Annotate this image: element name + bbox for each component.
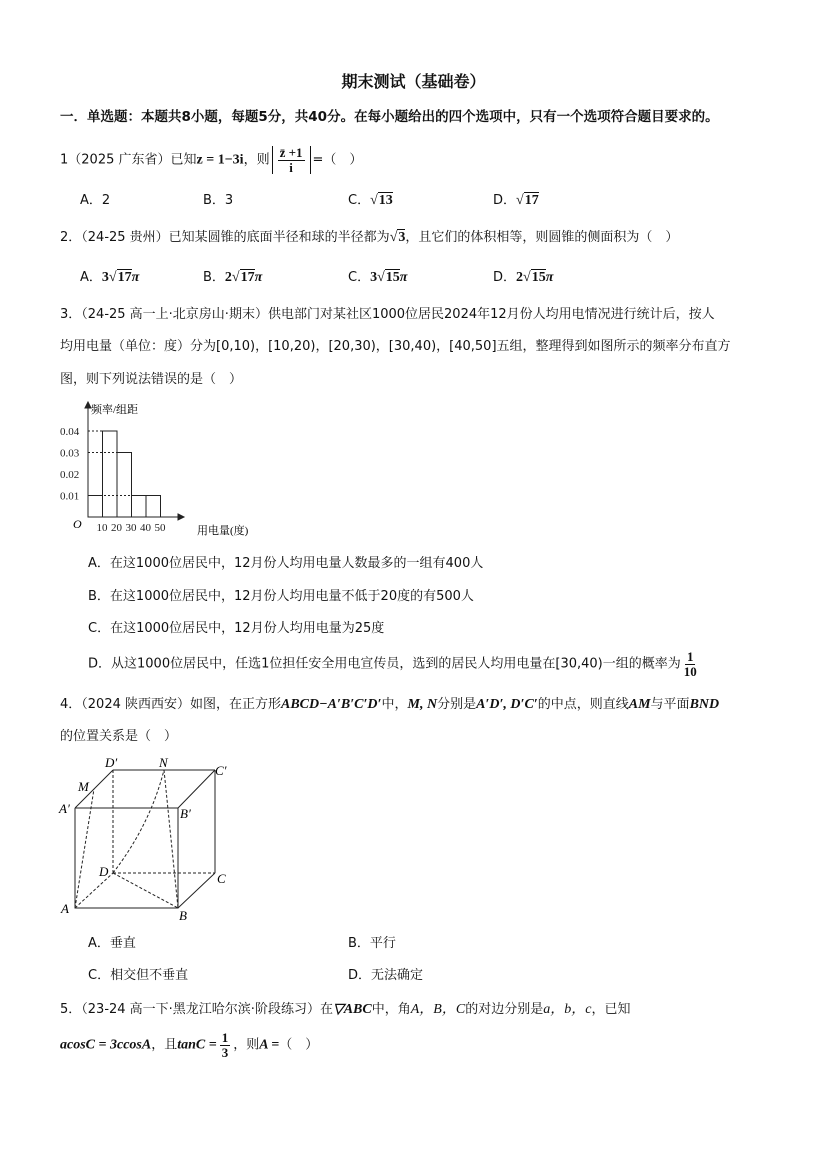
option-value: 2 (101, 193, 111, 208)
x-tick-label: 50 (154, 522, 166, 534)
y-tick-label: 0.03 (60, 447, 80, 460)
histogram-bar (88, 496, 103, 518)
q4-line-1 (60, 698, 719, 712)
label-C: C (217, 871, 226, 886)
frac-num: 1 (686, 649, 694, 664)
label-D: D (99, 864, 109, 879)
label-A: A (61, 901, 69, 916)
label-B: B (179, 908, 187, 923)
math: M, N (407, 697, 438, 712)
option-label: C． (88, 968, 111, 983)
text: 分别是 (437, 697, 477, 712)
q5-line-1 (60, 1003, 630, 1017)
q1-frac-num: z̄ +1 (279, 145, 303, 160)
math: a，b，c (543, 1002, 592, 1017)
option-label: A． (88, 936, 110, 951)
option-label: C． (88, 621, 111, 636)
option-label: B． (203, 193, 225, 208)
option-label: A． (88, 556, 110, 571)
q1-mid: ，则 (243, 152, 270, 168)
q4-line-2: 的位置关系是（ ） (60, 729, 178, 744)
option-coef: 3 (370, 270, 378, 285)
frac-num: 1 (221, 1030, 229, 1045)
q2-suffix: ，且它们的体积相等，则圆锥的侧面积为（ ） (405, 230, 679, 245)
q2-option-c[interactable]: C．3√15π (348, 270, 408, 285)
text: 中，角 (371, 1002, 411, 1017)
option-pi: π (399, 270, 408, 285)
q3-option-d[interactable] (88, 650, 700, 678)
text: 中， (381, 697, 408, 712)
option-label: A． (80, 270, 102, 285)
section-heading: 一．单选题：本题共8小题，每题5分，共40分。在每小题给出的四个选项中，只有一个选项符合题目要求的。 (60, 109, 719, 125)
option-label: D． (493, 270, 517, 285)
q2-prefix: 2．（24-25 贵州）已知某圆锥的底面半径和球的半径都为 (60, 230, 390, 245)
q2-option-a[interactable]: A．3√17π (80, 270, 140, 285)
option-text: 无法确定 (371, 968, 424, 983)
option-radical: 15 (385, 270, 400, 285)
option-coef: 2 (224, 270, 232, 285)
q4-option-b[interactable] (348, 937, 396, 950)
option-text: 在这1000位居民中，12月份人均用电量人数最多的一组有400人 (109, 556, 484, 571)
q2-option-b[interactable]: B．2√17π (203, 270, 263, 285)
option-label: A． (80, 193, 102, 208)
q1-frac-den: i (289, 160, 293, 175)
option-text: 平行 (369, 936, 396, 951)
x-tick-label: 40 (140, 522, 151, 534)
q1-option-c[interactable]: C．√13 (348, 193, 393, 208)
text: 的对边分别是 (465, 1002, 544, 1017)
text: 5．（23-24 高一下·黑龙江哈尔滨·阶段练习）在 (60, 1002, 333, 1017)
q4-option-a[interactable] (88, 937, 136, 950)
math: A，B，C (410, 1002, 466, 1017)
option-radical: 17 (117, 270, 132, 285)
page-title: 期末测试（基础卷） (341, 72, 486, 91)
math: ABCD−A′B′C′D′ (281, 697, 382, 712)
option-label: C． (348, 193, 371, 208)
option-coef: 2 (516, 270, 524, 285)
question-2: 2．（24-25 贵州）已知某圆锥的底面半径和球的半径都为√3，且它们的体积相等，则圆锥的侧面积为（ ） (60, 230, 679, 245)
text: ，已知 (591, 1002, 631, 1017)
q5-line-2 (60, 1031, 318, 1059)
label-D-prime: D′ (105, 755, 118, 770)
y-tick-label: 0.02 (60, 469, 80, 481)
label-B-prime: B′ (180, 806, 191, 821)
option-value: 17 (524, 193, 539, 208)
x-tick-label: 30 (125, 522, 137, 534)
option-radical: 17 (240, 270, 255, 285)
histogram-bar (103, 431, 118, 517)
option-label: C． (348, 270, 371, 285)
option-value: 13 (378, 193, 393, 208)
y-tick-label: 0.04 (60, 426, 80, 438)
option-label: D． (348, 968, 372, 983)
option-text: 在这1000位居民中，12月份人均用电量为25度 (110, 621, 385, 636)
q1-formula: z = 1−3i (196, 152, 244, 168)
text: 的中点，则直线 (537, 697, 629, 712)
option-pi: π (545, 270, 554, 285)
text: 4．（2024 陕西西安）如图，在正方形 (60, 697, 281, 712)
option-label: B． (203, 270, 225, 285)
option-label: B． (348, 936, 370, 951)
option-text: 在这1000位居民中，12月份人均用电量不低于20度的有500人 (109, 589, 474, 604)
q1-abs-value (272, 146, 311, 174)
label-C-prime: C′ (215, 763, 227, 778)
text: （ ） (279, 1037, 319, 1053)
histogram (55, 398, 275, 543)
frac-den: 10 (683, 664, 697, 679)
histogram-bar (146, 496, 161, 518)
option-radical: 15 (531, 270, 546, 285)
histogram-bar (132, 496, 147, 518)
math: A = (259, 1037, 280, 1053)
option-text: 垂直 (109, 936, 136, 951)
label-N: N (159, 755, 168, 770)
x-tick-label: 20 (111, 522, 122, 534)
x-axis-label: 用电量(度) (197, 525, 249, 537)
option-pi: π (254, 270, 263, 285)
q2-radical: 3 (398, 230, 406, 245)
option-text: 从这1000位居民中，任选1位担任安全用电宣传员，选到的居民人均用电量在[30,40)一组的概率为 (111, 656, 681, 672)
text: ，则 (233, 1037, 260, 1053)
x-tick-label: 10 (96, 522, 108, 534)
math: acosC = 3ccosA (60, 1037, 152, 1053)
option-label: D． (88, 656, 112, 672)
q1-option-d[interactable]: D．√17 (493, 193, 539, 208)
q3-line-2: 均用电量（单位：度）分为[0,10)，[10,20)，[20,30)，[30,40)，[40,50]五组，整理得到如图所示的频率分布直方 (60, 339, 731, 354)
q1-option-b[interactable] (203, 194, 233, 207)
q3-option-c[interactable] (88, 622, 384, 635)
label-M: M (78, 779, 89, 794)
q3-line-3: 图，则下列说法错误的是（ ） (60, 372, 243, 387)
option-coef: 3 (101, 270, 109, 285)
text: 与平面 (650, 697, 690, 712)
label-A-prime: A′ (59, 801, 70, 816)
q3-option-a[interactable] (88, 557, 483, 570)
q4-option-d[interactable] (348, 969, 423, 982)
y-tick-label: 0.01 (60, 490, 80, 503)
math: ▽ABC (332, 1002, 372, 1017)
q2-option-d[interactable]: D．2√15π (493, 270, 554, 285)
q1-option-a[interactable] (80, 194, 110, 207)
question-1 (60, 146, 362, 174)
q4-option-c[interactable] (88, 969, 188, 982)
option-value: 3 (224, 193, 234, 208)
x-axis-arrow (178, 514, 184, 520)
origin-label: O (73, 517, 82, 531)
math: AM (628, 697, 651, 712)
math: BND (689, 697, 720, 712)
option-label: B． (88, 589, 110, 604)
option-pi: π (131, 270, 140, 285)
y-axis-label: 频率/组距 (91, 404, 139, 416)
math: A′D′, D′C′ (476, 697, 538, 712)
q3-option-b[interactable] (88, 590, 474, 603)
option-label: D． (493, 193, 517, 208)
option-text: 相交但不垂直 (110, 968, 189, 983)
histogram-bar (117, 453, 132, 518)
frac-den: 3 (221, 1045, 229, 1060)
cube-figure (55, 755, 245, 925)
q3-line-1: 3．（24-25 高一上·北京房山·期末）供电部门对某社区1000位居民2024年12月份人均用电情况进行统计后，按人 (60, 307, 715, 322)
text: ，且 (151, 1037, 178, 1053)
q1-prefix: 1（2025 广东省）已知 (60, 152, 197, 168)
q1-suffix: =（ ） (312, 152, 363, 168)
math: tanC = (177, 1037, 217, 1053)
